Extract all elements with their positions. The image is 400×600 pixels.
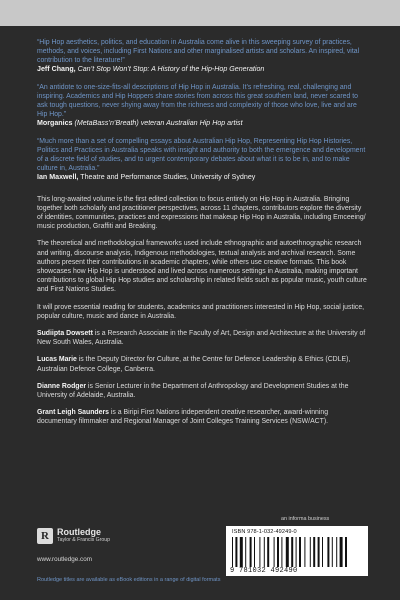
ebook-note: Routledge titles are available as eBook editions in a range of digital formats xyxy=(37,577,221,583)
top-band xyxy=(0,0,400,26)
author-description: is the Deputy Director for Culture, at the Centre for Defence Leadership & Ethics (CDLE), Australian Defence College, Canberra. xyxy=(37,356,351,373)
author-description: is a Biripi First Nations independent creative researcher, award-winning documentary filmmaker and Regional Manager of Joint Colleges Training Services (NSW/ACT). xyxy=(37,409,329,426)
endorser-role: Can’t Stop Won’t Stop: A History of the Hip-Hop Generation xyxy=(77,65,265,74)
cover-footer xyxy=(37,516,367,586)
endorsement-attribution xyxy=(37,173,367,183)
author-description: is Senior Lecturer in the Department of Anthropology and Development Studies at the University of Adelaide, Australia. xyxy=(37,382,349,399)
endorsement-attribution xyxy=(37,119,367,129)
isbn-label: ISBN 978-1-032-49249-0 xyxy=(232,529,297,535)
endorser-role: Theatre and Performance Studies, University of Sydney xyxy=(80,173,256,182)
publisher-name: Routledge xyxy=(57,527,101,537)
publisher-logo xyxy=(37,528,110,544)
publisher-group: Taylor & Francis Group xyxy=(57,537,111,543)
isbn-barcode xyxy=(226,526,368,576)
author-name: Grant Leigh Saunders xyxy=(37,409,109,417)
barcode-icon xyxy=(232,537,362,567)
author-bio xyxy=(37,382,367,400)
description-paragraph: The theoretical and methodological frameworks used include ethnographic and autoethnographic research and writing, discourse analysis, Indigenous methodologies, textual analysis and archival research. Some authors present their contributions in academic chapters, while others use creative formats. This book showcases how Hip Hop is understood and lived across numerous settings in Australia, making important contributions to global Hip Hop studies and scholarship in related fields such as popular music, youth culture and First Nations Studies. xyxy=(37,240,367,294)
endorsement-1 xyxy=(37,38,367,75)
endorsement-3 xyxy=(37,137,367,183)
endorser-name: Ian Maxwell, xyxy=(37,173,79,182)
author-bio xyxy=(37,329,367,347)
author-bio xyxy=(37,408,367,426)
author-name: Sudiipta Dowsett xyxy=(37,329,93,337)
routledge-logo-icon: R xyxy=(37,528,53,544)
description-paragraph: It will prove essential reading for students, academics and practitioners interested in Hip Hop, social justice, popular culture, music and dance in Australia. xyxy=(37,303,365,320)
endorser-name: Jeff Chang, xyxy=(37,65,76,74)
endorsement-attribution xyxy=(37,65,367,75)
author-description: is a Research Associate in the Faculty of Art, Design and Architecture at the University of New South Wales, Australia. xyxy=(37,329,366,347)
endorsement-text: “Hip Hop aesthetics, politics, and education in Australia come alive in this sweeping survey of practices, methods, and voices, including First Nations and other marginalised artists and scholars. An inspired, vital contribution to the literature!” xyxy=(37,39,360,65)
author-name: Dianne Rodger xyxy=(37,382,87,390)
endorsement-text: “An antidote to one-size-fits-all descriptions of Hip Hop in Australia. It’s refreshing, real, challenging and inspiring. Academics and Hip Hoppers share stories from across this great southern land, never scared to ask tough questions, never shying away from the richness and complexity of those who love, live and are Hip Hop.” xyxy=(37,83,358,119)
endorsement-text: “Much more than a set of compelling essays about Australian Hip Hop, Representing Hip Hop Histories, Politics and Practices in Australia speaks with insight and authority to both the emergence and development of a discrete field of studies, and to urgent contemporary debates about what it is to be in, and to make culture in, Australia.” xyxy=(37,137,366,172)
endorsement-2 xyxy=(37,83,367,129)
informa-tagline: an informa business xyxy=(281,516,330,522)
endorser-name: Morganics xyxy=(37,119,73,128)
author-bio xyxy=(37,355,367,373)
endorser-role: (MetaBass’n’Breath) veteran Australian Hip Hop artist xyxy=(74,119,243,128)
barcode-number: 9 781032 492490 xyxy=(230,567,298,575)
author-name: Lucas Marie xyxy=(37,356,77,364)
back-cover-text xyxy=(37,38,367,435)
description-paragraph: This long-awaited volume is the first edited collection to focus entirely on Hip Hop in Australia. Bringing together both scholarly and practitioner perspectives, across 11 chapters, contributors explore the diversity of identities, communities, practices and expressions that makeup Hip Hop in Australia, including Emceeing/ music production, Graffiti and Breaking. xyxy=(37,195,366,231)
publisher-website: www.routledge.com xyxy=(37,556,92,563)
